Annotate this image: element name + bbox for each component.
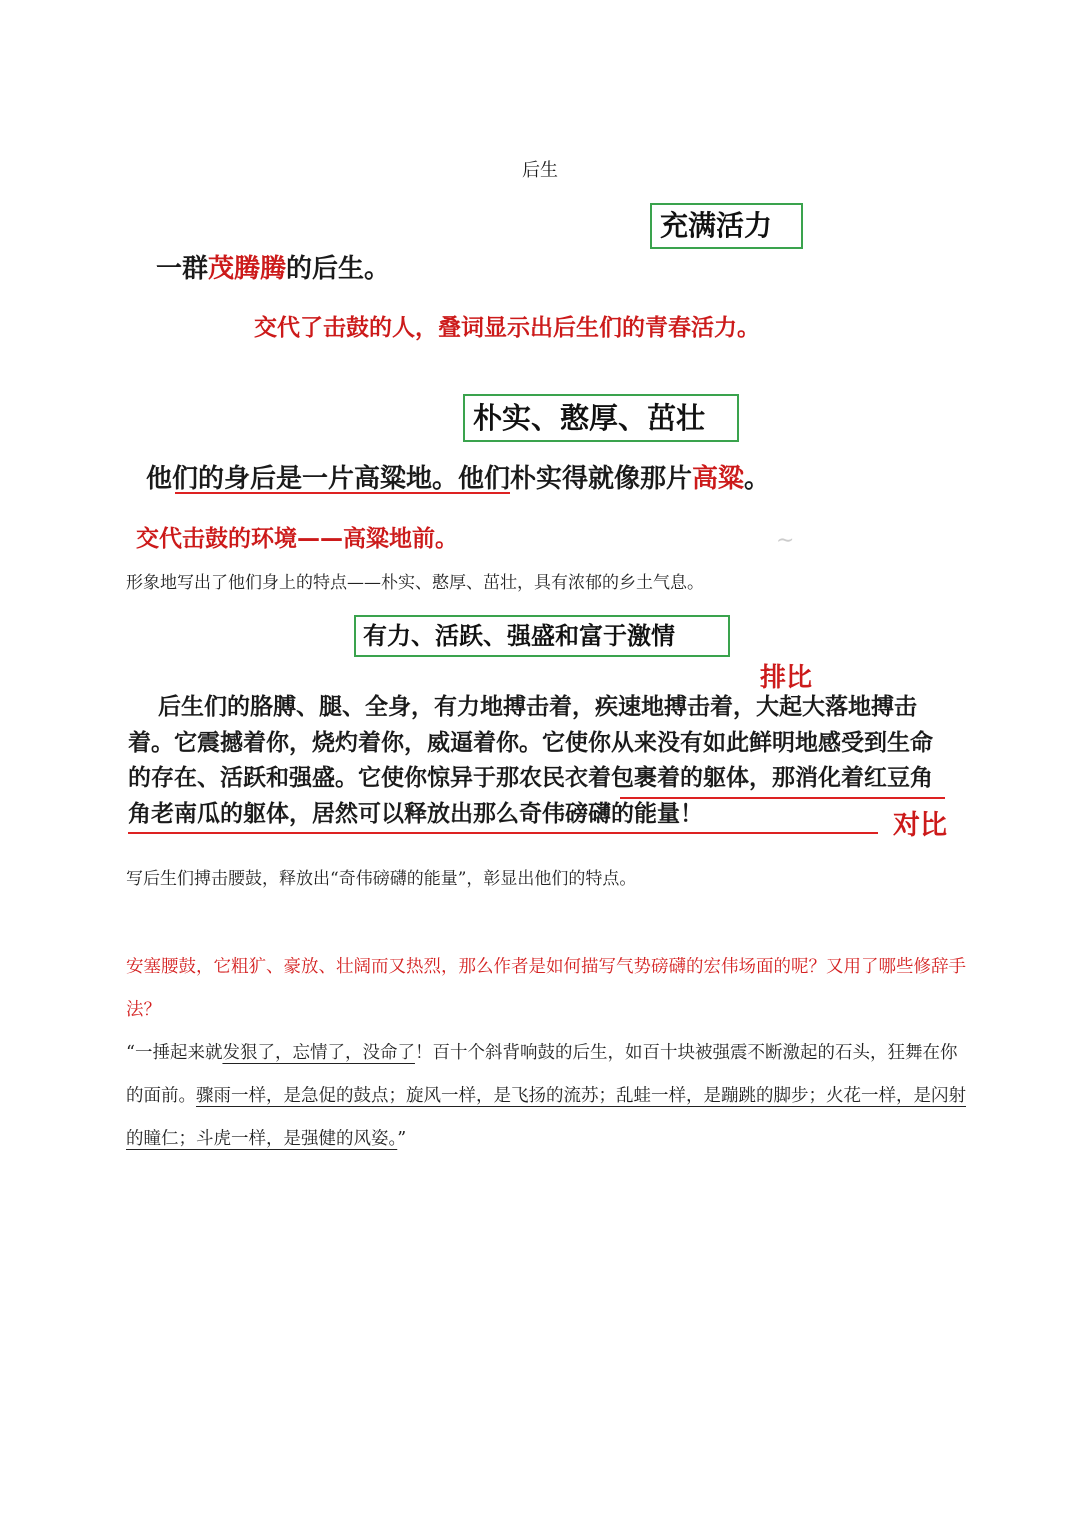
annotation-box-simple: 朴实、憨厚、茁壮	[463, 394, 739, 442]
annotation-box-vigor: 有力、活跃、强盛和富于激情	[354, 615, 730, 657]
red-underline	[175, 492, 510, 494]
line2-pre: 他们的身后是一片高粱地。他们朴实得就像那片	[146, 464, 693, 494]
line2-post: 。	[744, 464, 771, 494]
question-text: 安塞腰鼓，它粗犷、豪放、壮阔而又热烈，那么作者是如何描写气势磅礴的宏伟场面的呢？又用了哪些修辞手法？	[126, 957, 966, 1020]
annotation-box-vitality: 充满活力	[650, 203, 803, 249]
main-paragraph	[128, 690, 948, 832]
line1-highlight: 茂腾腾	[208, 254, 287, 284]
quote-part-b: 发狠了，忘情了，没命了	[222, 1043, 415, 1063]
plain-text-1: 形象地写出了他们身上的特点——朴实、憨厚、茁壮，具有浓郁的乡土气息。	[126, 573, 704, 593]
page-title: 后生	[522, 160, 558, 181]
text-line-1	[156, 248, 390, 285]
red-note-2: 交代击鼓的环境——高粱地前。	[136, 526, 458, 552]
red-underline	[128, 832, 878, 834]
quote-part-c: ！百十个斜背响鼓的后生，如百十块被强震不断激起的石头，狂舞在你的面前。	[126, 1043, 958, 1106]
main-paragraph-text: 后生们的胳膊、腿、全身，有力地搏击着，疾速地搏击着，大起大落地搏击着。它震撼着你，烧灼着你，威逼着你。它使你从来没有如此鲜明地感受到生命的存在、活跃和强盛。它使你惊异于那农民衣着包裹着的躯体，那消化着红豆角角老南瓜的躯体，居然可以释放出那么奇伟磅礴的能量！	[128, 694, 933, 827]
quote-paragraph	[126, 1032, 966, 1161]
text-line-2	[146, 458, 770, 495]
line2-highlight: 高粱	[692, 464, 745, 494]
red-note-1: 交代了击鼓的人，叠词显示出后生们的青春活力。	[254, 315, 760, 341]
plain-text-2: 写后生们搏击腰鼓，释放出“奇伟磅礴的能量”，彰显出他们的特点。	[126, 869, 637, 889]
line1-pre: 一群	[156, 254, 209, 284]
pen-mark-icon: ∼	[776, 528, 795, 553]
quote-part-d: 骤雨一样，是急促的鼓点；旋风一样，是飞扬的流苏；乱蛙一样，是蹦跳的脚步；火花一样，是闪射的瞳仁；斗虎一样，是强健的风姿。	[126, 1086, 966, 1149]
label-parallelism: 排比	[760, 663, 813, 693]
quote-part-e: ”	[397, 1129, 407, 1149]
quote-part-a: “一捶起来就	[126, 1043, 223, 1063]
red-underline	[620, 797, 945, 799]
line1-post: 的后生。	[286, 254, 391, 284]
label-contrast: 对比	[893, 810, 947, 841]
